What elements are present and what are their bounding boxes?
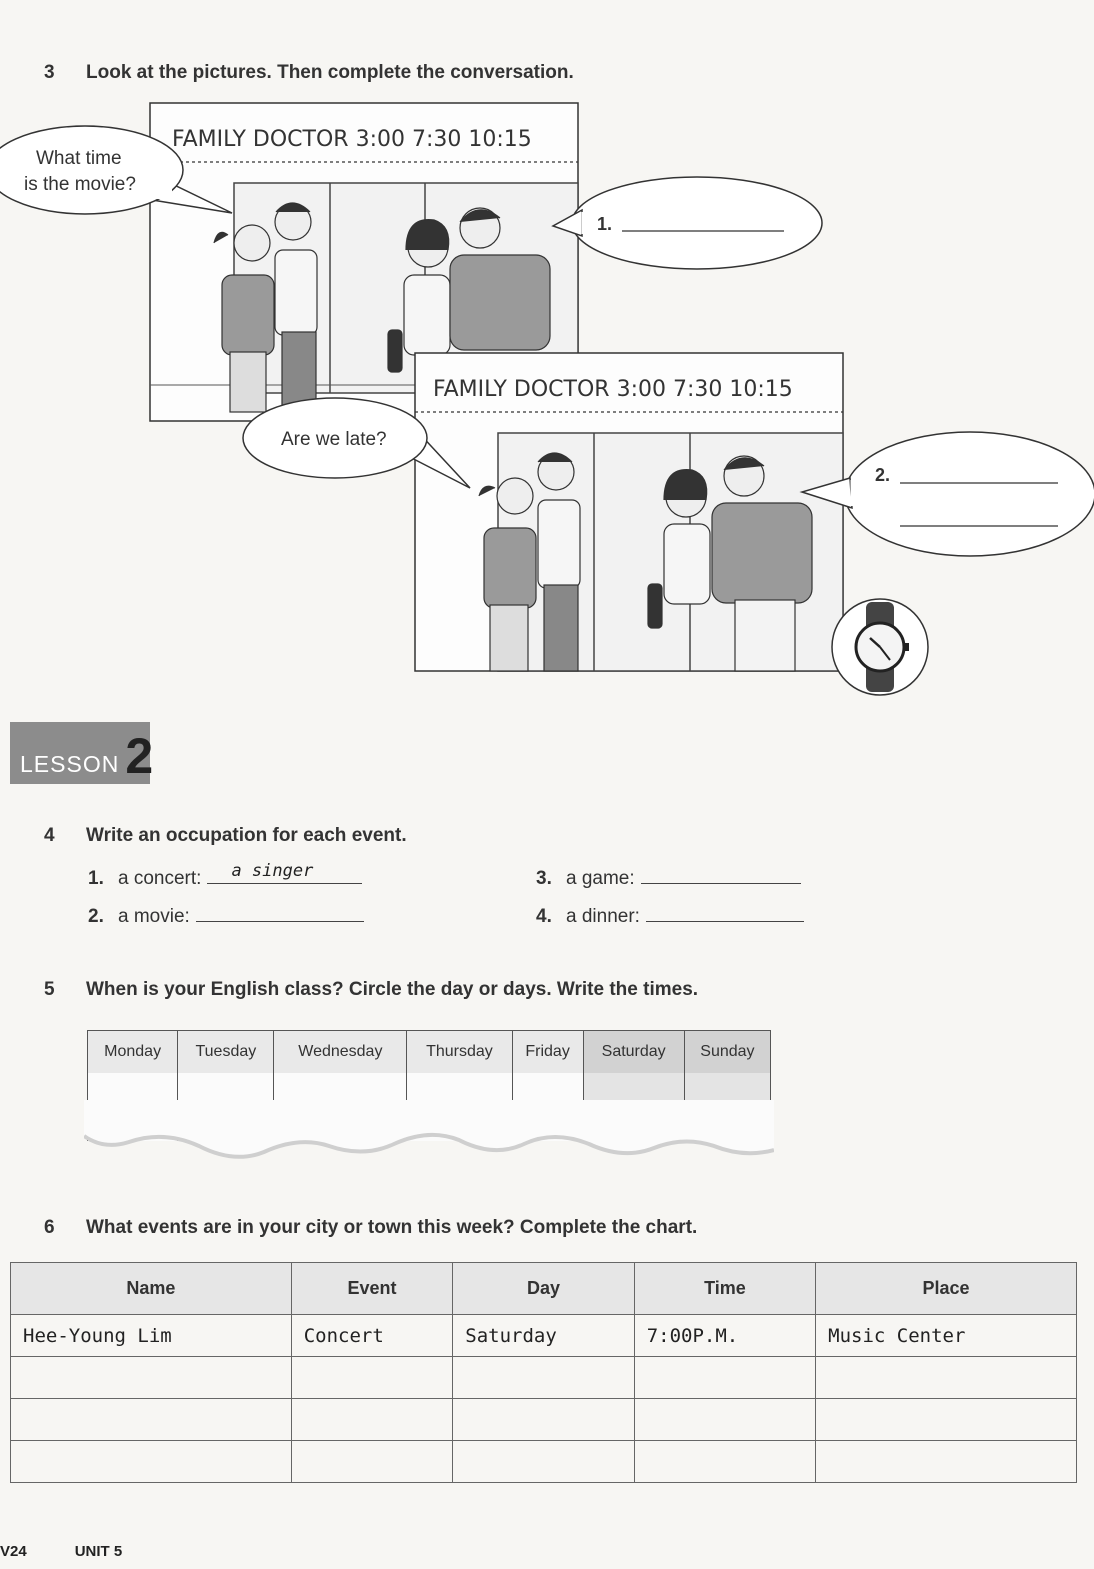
header-day: Day [453,1263,634,1315]
answer-blank[interactable] [196,902,364,922]
exercise-instruction: Write an occupation for each event. [86,825,407,846]
cell-name[interactable]: Hee-Young Lim [11,1315,292,1357]
cell-day[interactable] [453,1441,634,1483]
day-thursday[interactable]: Thursday [407,1031,512,1073]
bubble-answer-2 [802,432,1094,556]
exercise-3-heading [44,62,574,84]
day-saturday[interactable]: Saturday [583,1031,684,1073]
cell-day[interactable]: Saturday [453,1315,634,1357]
header-name: Name [11,1263,292,1315]
watch-icon [832,599,928,695]
lesson-word: LESSON [20,751,120,777]
cell-place[interactable] [816,1441,1077,1483]
cell-event[interactable] [291,1399,453,1441]
table-row [11,1441,1077,1483]
item-number: 4. [536,906,552,927]
bubble-question-line1: What time [36,148,122,169]
bubble-late-text: Are we late? [281,429,387,450]
answer-1-number: 1. [597,214,613,234]
exercise-instruction: Look at the pictures. Then complete the conversation. [86,62,574,83]
conversation-illustration [0,95,1094,705]
exercise-number: 4 [44,825,55,846]
cell-time[interactable] [634,1399,815,1441]
cell-day[interactable] [453,1357,634,1399]
exercise-5-heading [44,979,698,1001]
answer-2-number: 2. [875,465,891,485]
table-row [11,1357,1077,1399]
occupation-item-3 [536,864,801,890]
cell-event[interactable] [291,1357,453,1399]
cell-event[interactable] [291,1441,453,1483]
day-sunday[interactable]: Sunday [684,1031,770,1073]
occupation-item-2 [88,902,364,928]
item-label: a movie: [118,906,190,927]
lesson-tab [10,722,154,784]
cell-place[interactable] [816,1357,1077,1399]
item-label: a dinner: [566,906,640,927]
header-event: Event [291,1263,453,1315]
handwritten-answer: a singer [231,861,314,881]
answer-blank[interactable] [646,902,804,922]
occupation-item-4 [536,902,804,928]
cell-time[interactable]: 7:00P.M. [634,1315,815,1357]
bottom-panel [415,353,843,671]
marquee-bottom: FAMILY DOCTOR 3:00 7:30 10:15 [433,377,793,402]
table-row [11,1315,1077,1357]
bubble-answer-1 [553,177,822,269]
exercise-number: 6 [44,1217,55,1238]
occupation-item-1 [88,861,362,890]
answer-blank[interactable] [207,861,362,884]
cell-place[interactable] [816,1399,1077,1441]
exercise-4-heading [44,825,407,847]
cell-name[interactable] [11,1399,292,1441]
item-number: 2. [88,906,104,927]
table-row [11,1399,1077,1441]
day-wednesday[interactable]: Wednesday [274,1031,407,1073]
exercise-number: 5 [44,979,55,1000]
header-place: Place [816,1263,1077,1315]
cell-time[interactable] [634,1441,815,1483]
unit-label: UNIT 5 [74,1543,123,1560]
cell-name[interactable] [11,1441,292,1483]
events-chart [10,1262,1077,1483]
exercise-number: 3 [44,62,55,83]
exercise-instruction: When is your English class? Circle the day or days. Write the times. [86,979,699,1000]
header-time: Time [634,1263,815,1315]
bubble-question-line2: is the movie? [24,174,136,195]
cell-event[interactable]: Concert [291,1315,453,1357]
exercise-instruction: What events are in your city or town this week? Complete the chart. [86,1217,698,1238]
cell-name[interactable] [11,1357,292,1399]
torn-paper-edge [84,1100,774,1170]
lesson-number: 2 [125,728,154,784]
exercise-6-heading [44,1217,697,1239]
item-label: a game: [566,868,635,889]
page-footer [0,1543,122,1560]
marquee-top: FAMILY DOCTOR 3:00 7:30 10:15 [172,127,532,152]
day-friday[interactable]: Friday [512,1031,583,1073]
item-label: a concert: [118,868,202,889]
answer-blank[interactable] [641,864,801,884]
item-number: 1. [88,868,104,889]
day-monday[interactable]: Monday [88,1031,178,1073]
cell-day[interactable] [453,1399,634,1441]
cell-time[interactable] [634,1357,815,1399]
cell-place[interactable]: Music Center [816,1315,1077,1357]
item-number: 3. [536,868,552,889]
page-number: V24 [0,1543,27,1560]
day-tuesday[interactable]: Tuesday [178,1031,274,1073]
